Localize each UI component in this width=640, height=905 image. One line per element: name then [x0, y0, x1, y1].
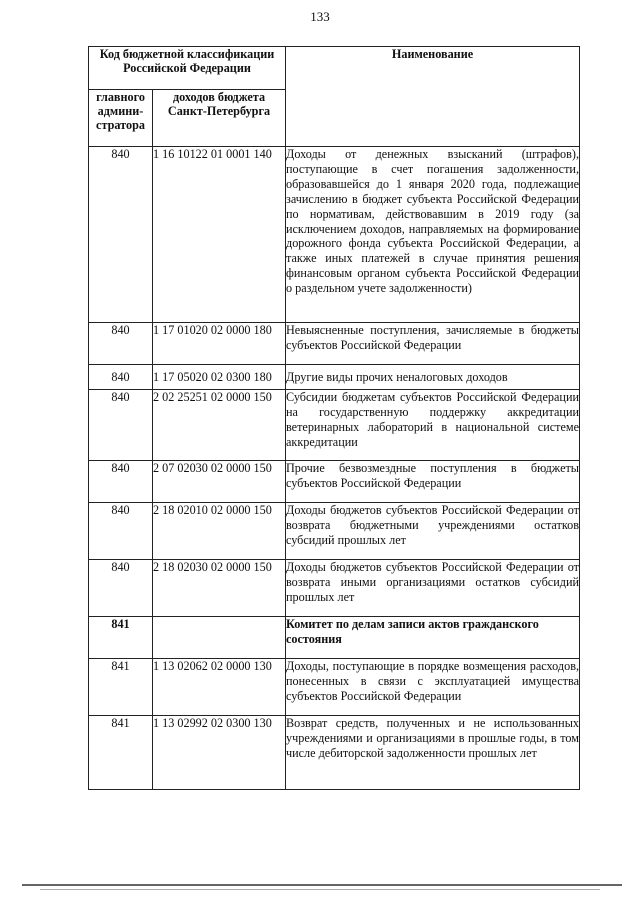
table-row: [89, 716, 580, 790]
revenue-code-cell: 1 13 02992 02 0300 130: [153, 716, 286, 790]
admin-code-cell: 840: [89, 147, 153, 323]
table-row: [89, 390, 580, 461]
admin-code-cell: 840: [89, 365, 153, 390]
revenue-code-cell: 2 18 02010 02 0000 150: [153, 503, 286, 560]
name-cell: Доходы, поступающие в порядке возмещения расходов, понесенных в связи с эксплуатацией имущества субъектов Российской Федерации: [286, 659, 580, 716]
agency-name-cell: Комитет по делам записи актов гражданского состояния: [286, 617, 580, 659]
revenue-code-cell: [153, 617, 286, 659]
revenue-code-cell: 2 07 02030 02 0000 150: [153, 461, 286, 503]
header-revenue-code: доходов бюджета Санкт-Петербурга: [153, 90, 286, 147]
name-cell: Возврат средств, полученных и не использованных учреждениями и организациями в прошлые годы, в том числе дебиторской задолженности прошлых лет: [286, 716, 580, 790]
admin-code-cell: 841: [89, 659, 153, 716]
name-cell: Прочие безвозмездные поступления в бюджеты субъектов Российской Федерации: [286, 461, 580, 503]
revenue-code-cell: 2 02 25251 02 0000 150: [153, 390, 286, 461]
page-number: 133: [310, 9, 330, 24]
admin-code-cell: 841: [89, 617, 153, 659]
table-row: [89, 365, 580, 390]
header-classification-code: Код бюджетной классификации Российской Федерации: [89, 47, 286, 90]
agency-heading-row: [89, 617, 580, 659]
admin-code-cell: 840: [89, 560, 153, 617]
scan-artifact-line: [40, 889, 600, 890]
name-cell: Доходы от денежных взысканий (штрафов), поступающие в счет погашения задолженности, образовавшейся до 1 января 2020 года, подлежащие зачислению в бюджет субъекта Российской Федерации по нормативам, действовавшим в 2019 году (за исключением доходов, направляемых на формирование дорожного фонда субъекта Российской Федерации, а также иных платежей в случае принятия решения финансовым органом субъекта Российской Федерации о раздельном учете задолженности): [286, 147, 580, 323]
revenue-code-cell: 1 13 02062 02 0000 130: [153, 659, 286, 716]
revenue-code-cell: 1 17 01020 02 0000 180: [153, 323, 286, 365]
table-row: [89, 147, 580, 323]
name-cell: Невыясненные поступления, зачисляемые в бюджеты субъектов Российской Федерации: [286, 323, 580, 365]
admin-code-cell: 840: [89, 390, 153, 461]
admin-code-cell: 840: [89, 323, 153, 365]
header-chief-administrator: главного админи-стратора: [89, 90, 153, 147]
table-row: [89, 461, 580, 503]
admin-code-cell: 840: [89, 461, 153, 503]
admin-code-cell: 841: [89, 716, 153, 790]
revenue-code-cell: 1 17 05020 02 0300 180: [153, 365, 286, 390]
table-row: [89, 503, 580, 560]
header-row-1: [89, 47, 580, 90]
scan-artifact-line: [22, 884, 622, 886]
table-row: [89, 560, 580, 617]
revenue-code-cell: 1 16 10122 01 0001 140: [153, 147, 286, 323]
admin-code-cell: 840: [89, 503, 153, 560]
table-row: [89, 323, 580, 365]
name-cell: Другие виды прочих неналоговых доходов: [286, 365, 580, 390]
header-name: Наименование: [286, 47, 580, 147]
table-row: [89, 659, 580, 716]
name-cell: Субсидии бюджетам субъектов Российской Федерации на государственную поддержку аккредитации ветеринарных лабораторий в национальной системе аккредитации: [286, 390, 580, 461]
name-cell: Доходы бюджетов субъектов Российской Федерации от возврата иными организациями остатков субсидий прошлых лет: [286, 560, 580, 617]
revenue-code-cell: 2 18 02030 02 0000 150: [153, 560, 286, 617]
name-cell: Доходы бюджетов субъектов Российской Федерации от возврата бюджетными учреждениями остатков субсидий прошлых лет: [286, 503, 580, 560]
budget-classification-table: [88, 46, 580, 790]
